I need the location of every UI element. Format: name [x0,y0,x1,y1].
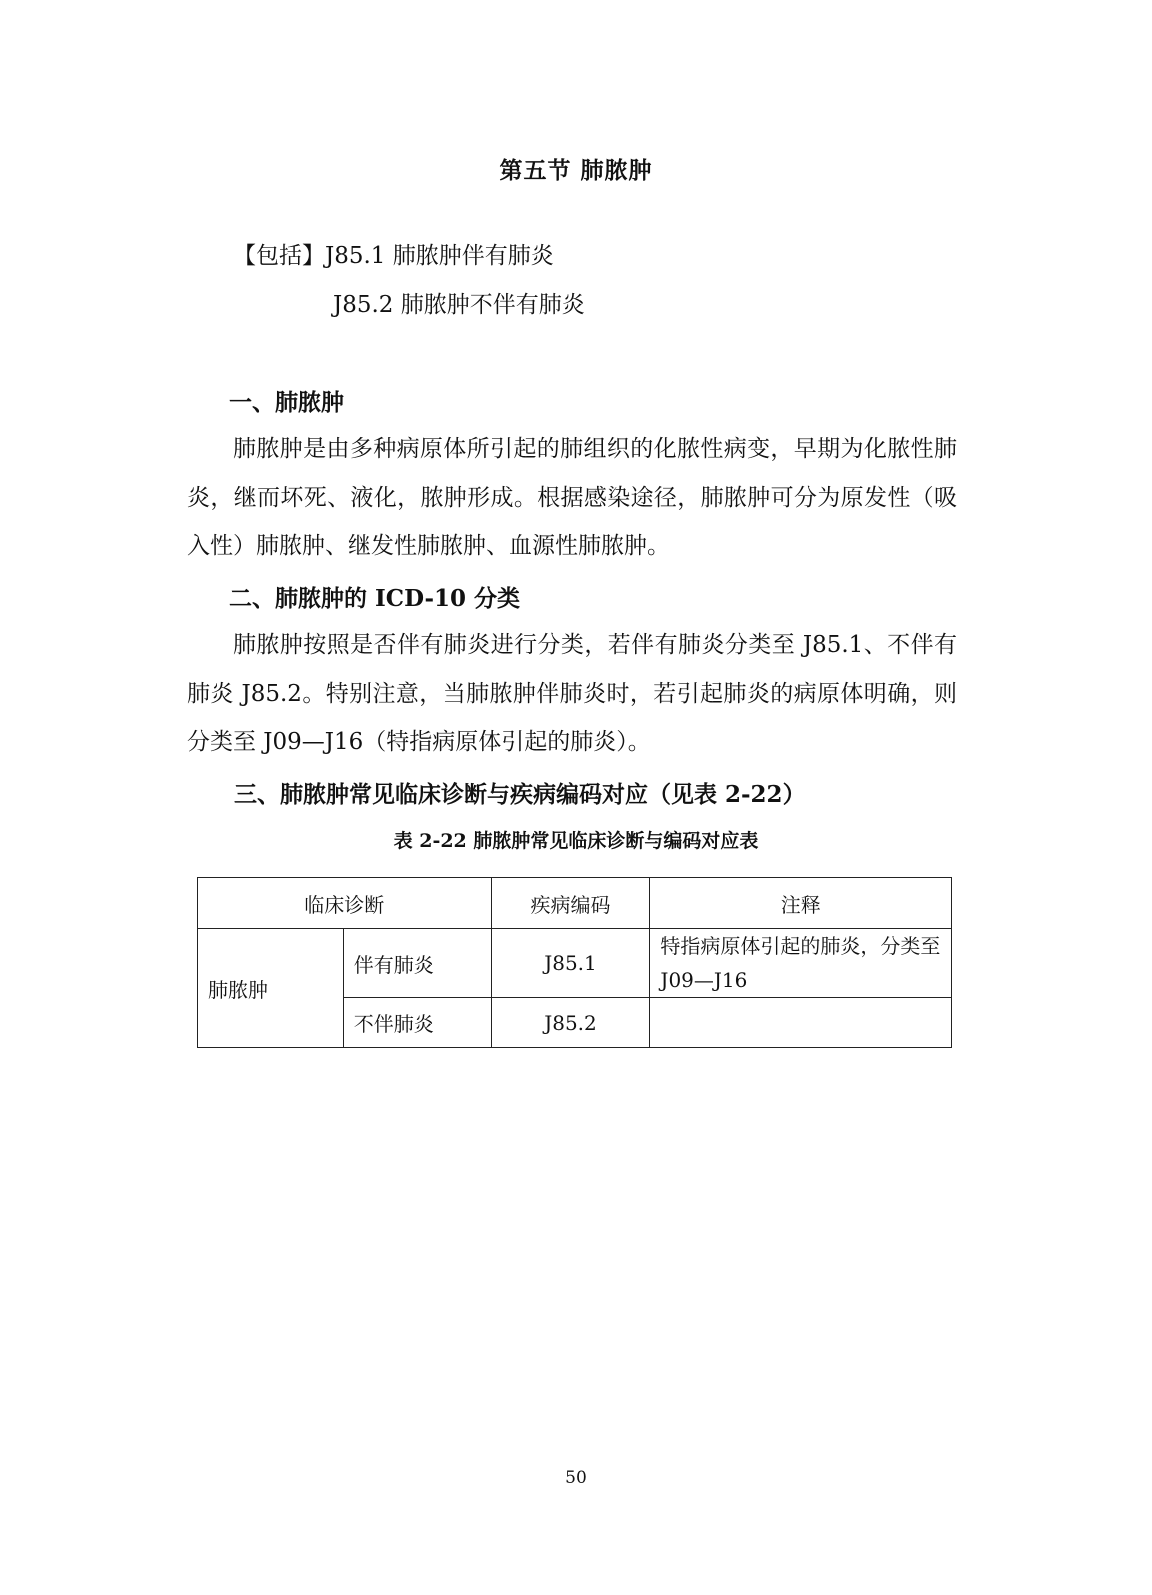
paragraph-part-2: 肺脓肿按照是否伴有肺炎进行分类，若伴有肺炎分类至 J85.1、不伴有肺炎 J85.2。特别注意，当肺脓肿伴肺炎时，若引起肺炎的病原体明确，则分类至 J09—J16（特指病原体引起的肺炎）。 [187,632,957,756]
note-cell [650,998,952,1048]
code-cell: J85.2 [491,998,650,1048]
heading-part-3: 三、肺脓肿常见临床诊断与疾病编码对应（见表 2-22） [234,781,806,808]
section-title: 第五节 肺脓肿 [499,157,653,184]
header-clinical-diagnosis: 临床诊断 [198,878,492,929]
sub-diagnosis-cell: 不伴肺炎 [343,998,491,1048]
page-number: 50 [565,1468,587,1488]
header-disease-code: 疾病编码 [491,878,650,929]
includes-line-2: J85.2 肺脓肿不伴有肺炎 [333,292,585,318]
paragraph-part-1: 肺脓肿是由多种病原体所引起的肺组织的化脓性病变，早期为化脓性肺炎，继而坏死、液化，脓肿形成。根据感染途径，肺脓肿可分为原发性（吸入性）肺脓肿、继发性肺脓肿、血源性肺脓肿。 [187,436,957,560]
table-row [198,929,952,998]
heading-part-1: 一、肺脓肿 [229,389,344,416]
table-header-row [198,878,952,929]
diagnosis-code-table [197,877,952,1048]
code-cell: J85.1 [491,929,650,998]
header-notes: 注释 [650,878,952,929]
note-cell: 特指病原体引起的肺炎，分类至 J09—J16 [650,929,952,998]
sub-diagnosis-cell: 伴有肺炎 [343,929,491,998]
heading-part-2: 二、肺脓肿的 ICD-10 分类 [229,585,521,612]
table-caption: 表 2-22 肺脓肿常见临床诊断与编码对应表 [393,830,759,852]
includes-line-1: 【包括】J85.1 肺脓肿伴有肺炎 [233,243,554,269]
diagnosis-group-cell: 肺脓肿 [198,929,344,1048]
